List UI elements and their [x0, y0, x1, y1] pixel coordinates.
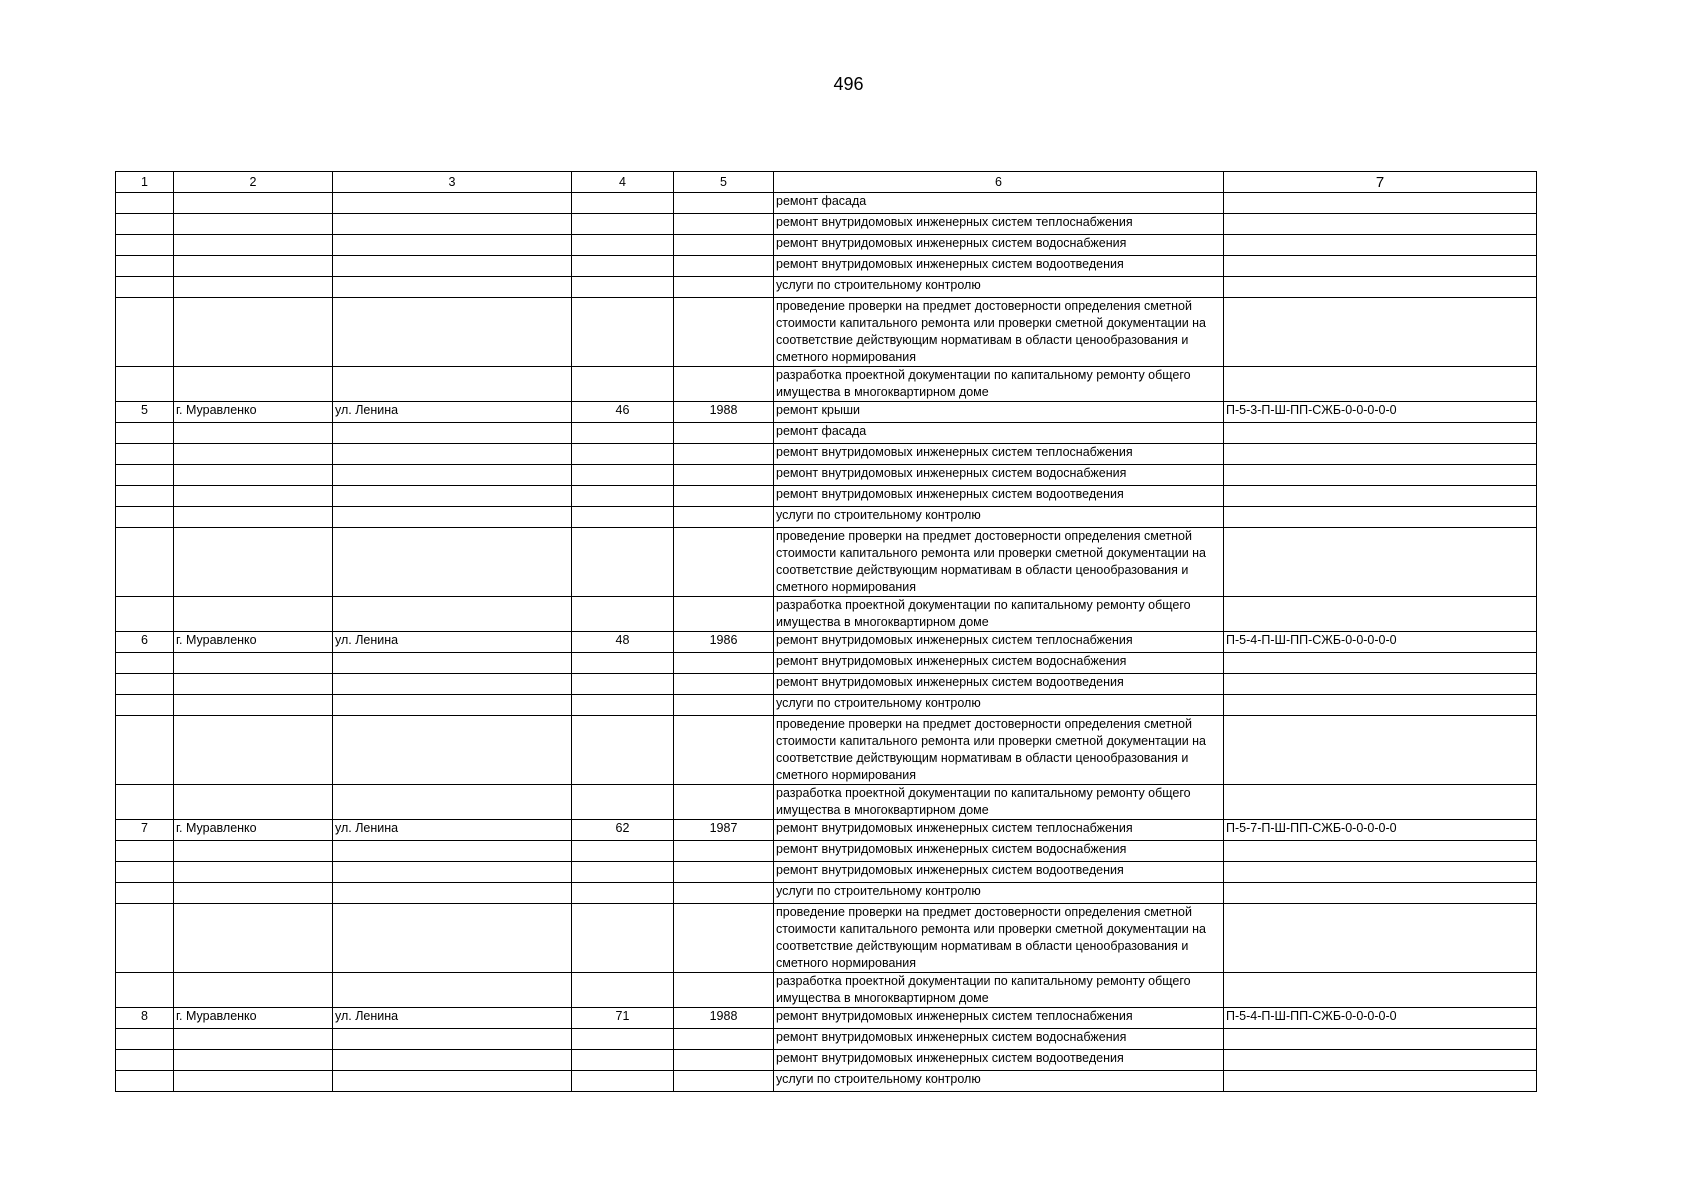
street-cell: [333, 904, 572, 973]
year-cell: [674, 883, 774, 904]
house-code-cell: [1224, 841, 1537, 862]
house-number-cell: 71: [572, 1008, 674, 1029]
table-row: [116, 1029, 1537, 1050]
work-type-cell: ремонт внутридомовых инженерных систем водоснабжения: [774, 235, 1224, 256]
table-row: [116, 883, 1537, 904]
street-cell: [333, 695, 572, 716]
street-cell: [333, 1029, 572, 1050]
city-cell: [174, 973, 333, 1008]
table-row: [116, 214, 1537, 235]
work-type-cell: разработка проектной документации по капитальному ремонту общего имущества в многоквартирном доме: [774, 785, 1224, 820]
table-row: [116, 528, 1537, 597]
year-cell: [674, 716, 774, 785]
year-cell: [674, 1029, 774, 1050]
house-code-cell: [1224, 674, 1537, 695]
house-code-cell: [1224, 507, 1537, 528]
table-row: [116, 841, 1537, 862]
street-cell: [333, 1071, 572, 1092]
header-col-3: 3: [333, 172, 572, 193]
year-cell: [674, 1071, 774, 1092]
house-code-cell: [1224, 235, 1537, 256]
street-cell: [333, 367, 572, 402]
row-number-cell: [116, 785, 174, 820]
street-cell: [333, 785, 572, 820]
work-type-cell: разработка проектной документации по капитальному ремонту общего имущества в многоквартирном доме: [774, 367, 1224, 402]
table-row: [116, 1050, 1537, 1071]
table-row: [116, 785, 1537, 820]
house-code-cell: [1224, 716, 1537, 785]
house-number-cell: [572, 1050, 674, 1071]
house-code-cell: [1224, 973, 1537, 1008]
city-cell: г. Муравленко: [174, 632, 333, 653]
table-row: [116, 695, 1537, 716]
year-cell: [674, 465, 774, 486]
house-number-cell: [572, 486, 674, 507]
house-code-cell: [1224, 1029, 1537, 1050]
city-cell: [174, 904, 333, 973]
house-number-cell: [572, 423, 674, 444]
house-code-cell: [1224, 862, 1537, 883]
house-code-cell: [1224, 256, 1537, 277]
table-row: [116, 486, 1537, 507]
street-cell: ул. Ленина: [333, 1008, 572, 1029]
house-number-cell: [572, 465, 674, 486]
work-type-cell: проведение проверки на предмет достоверности определения сметной стоимости капитального ремонта или проверки сметной документации на соответствие действующим нормативам в области ценообразования и сметного нормирования: [774, 528, 1224, 597]
works-table: [115, 171, 1537, 1092]
year-cell: [674, 841, 774, 862]
row-number-cell: [116, 973, 174, 1008]
street-cell: ул. Ленина: [333, 632, 572, 653]
house-number-cell: [572, 298, 674, 367]
work-type-cell: услуги по строительному контролю: [774, 883, 1224, 904]
header-col-4: 4: [572, 172, 674, 193]
work-type-cell: проведение проверки на предмет достоверности определения сметной стоимости капитального ремонта или проверки сметной документации на соответствие действующим нормативам в области ценообразования и сметного нормирования: [774, 716, 1224, 785]
house-number-cell: [572, 193, 674, 214]
city-cell: [174, 883, 333, 904]
city-cell: [174, 1029, 333, 1050]
house-number-cell: [572, 277, 674, 298]
house-code-cell: [1224, 904, 1537, 973]
work-type-cell: ремонт внутридомовых инженерных систем водоотведения: [774, 256, 1224, 277]
city-cell: [174, 716, 333, 785]
work-type-cell: ремонт внутридомовых инженерных систем водоснабжения: [774, 465, 1224, 486]
year-cell: [674, 214, 774, 235]
city-cell: [174, 465, 333, 486]
table-row: [116, 402, 1537, 423]
house-code-cell: [1224, 214, 1537, 235]
header-col-2: 2: [174, 172, 333, 193]
work-type-cell: ремонт внутридомовых инженерных систем теплоснабжения: [774, 820, 1224, 841]
year-cell: [674, 1050, 774, 1071]
row-number-cell: [116, 486, 174, 507]
city-cell: [174, 486, 333, 507]
city-cell: [174, 785, 333, 820]
house-code-cell: [1224, 465, 1537, 486]
year-cell: 1987: [674, 820, 774, 841]
header-col-6: 6: [774, 172, 1224, 193]
city-cell: [174, 298, 333, 367]
work-type-cell: ремонт внутридомовых инженерных систем водоснабжения: [774, 653, 1224, 674]
year-cell: [674, 528, 774, 597]
work-type-cell: ремонт внутридомовых инженерных систем теплоснабжения: [774, 214, 1224, 235]
city-cell: [174, 507, 333, 528]
house-number-cell: [572, 367, 674, 402]
year-cell: [674, 653, 774, 674]
page-number: 496: [833, 74, 864, 94]
row-number-cell: [116, 528, 174, 597]
house-number-cell: [572, 674, 674, 695]
year-cell: 1988: [674, 402, 774, 423]
year-cell: 1986: [674, 632, 774, 653]
city-cell: г. Муравленко: [174, 402, 333, 423]
street-cell: [333, 298, 572, 367]
work-type-cell: ремонт фасада: [774, 193, 1224, 214]
work-type-cell: услуги по строительному контролю: [774, 277, 1224, 298]
city-cell: г. Муравленко: [174, 820, 333, 841]
work-type-cell: ремонт фасада: [774, 423, 1224, 444]
table-row: [116, 597, 1537, 632]
city-cell: [174, 444, 333, 465]
row-number-cell: [116, 507, 174, 528]
street-cell: ул. Ленина: [333, 402, 572, 423]
house-number-cell: [572, 507, 674, 528]
work-type-cell: услуги по строительному контролю: [774, 1071, 1224, 1092]
row-number-cell: [116, 256, 174, 277]
city-cell: [174, 367, 333, 402]
house-code-cell: [1224, 883, 1537, 904]
table-row: [116, 674, 1537, 695]
street-cell: [333, 277, 572, 298]
city-cell: [174, 862, 333, 883]
row-number-cell: [116, 653, 174, 674]
work-type-cell: проведение проверки на предмет достоверности определения сметной стоимости капитального ремонта или проверки сметной документации на соответствие действующим нормативам в области ценообразования и сметного нормирования: [774, 904, 1224, 973]
year-cell: [674, 193, 774, 214]
row-number-cell: 6: [116, 632, 174, 653]
year-cell: [674, 298, 774, 367]
table-row: [116, 1071, 1537, 1092]
year-cell: [674, 486, 774, 507]
header-col-1: 1: [116, 172, 174, 193]
row-number-cell: [116, 904, 174, 973]
house-number-cell: [572, 883, 674, 904]
street-cell: ул. Ленина: [333, 820, 572, 841]
street-cell: [333, 214, 572, 235]
city-cell: [174, 597, 333, 632]
street-cell: [333, 256, 572, 277]
house-code-cell: [1224, 486, 1537, 507]
table-row: [116, 507, 1537, 528]
house-code-cell: [1224, 597, 1537, 632]
row-number-cell: [116, 444, 174, 465]
house-code-cell: П-5-7-П-Ш-ПП-СЖБ-0-0-0-0-0: [1224, 820, 1537, 841]
table-row: [116, 444, 1537, 465]
work-type-cell: разработка проектной документации по капитальному ремонту общего имущества в многоквартирном доме: [774, 973, 1224, 1008]
row-number-cell: [116, 367, 174, 402]
city-cell: [174, 528, 333, 597]
city-cell: [174, 235, 333, 256]
table-row: [116, 904, 1537, 973]
year-cell: [674, 256, 774, 277]
house-code-cell: [1224, 785, 1537, 820]
table-row: [116, 653, 1537, 674]
street-cell: [333, 653, 572, 674]
city-cell: [174, 277, 333, 298]
house-number-cell: [572, 256, 674, 277]
work-type-cell: ремонт внутридомовых инженерных систем теплоснабжения: [774, 1008, 1224, 1029]
house-code-cell: [1224, 528, 1537, 597]
work-type-cell: ремонт внутридомовых инженерных систем водоотведения: [774, 1050, 1224, 1071]
city-cell: [174, 1071, 333, 1092]
year-cell: [674, 235, 774, 256]
house-number-cell: [572, 214, 674, 235]
house-code-cell: [1224, 298, 1537, 367]
row-number-cell: 5: [116, 402, 174, 423]
street-cell: [333, 486, 572, 507]
work-type-cell: ремонт внутридомовых инженерных систем водоотведения: [774, 486, 1224, 507]
year-cell: [674, 277, 774, 298]
work-type-cell: ремонт внутридомовых инженерных систем водоотведения: [774, 862, 1224, 883]
street-cell: [333, 862, 572, 883]
table-body: [116, 172, 1537, 1092]
row-number-cell: 8: [116, 1008, 174, 1029]
house-number-cell: [572, 597, 674, 632]
row-number-cell: [116, 277, 174, 298]
year-cell: [674, 674, 774, 695]
street-cell: [333, 597, 572, 632]
city-cell: [174, 193, 333, 214]
house-code-cell: [1224, 1071, 1537, 1092]
house-code-cell: [1224, 277, 1537, 298]
row-number-cell: [116, 423, 174, 444]
work-type-cell: ремонт внутридомовых инженерных систем водоснабжения: [774, 841, 1224, 862]
row-number-cell: [116, 597, 174, 632]
city-cell: [174, 1050, 333, 1071]
house-number-cell: [572, 785, 674, 820]
table-row: [116, 820, 1537, 841]
city-cell: [174, 653, 333, 674]
street-cell: [333, 465, 572, 486]
city-cell: [174, 423, 333, 444]
street-cell: [333, 883, 572, 904]
work-type-cell: ремонт внутридомовых инженерных систем теплоснабжения: [774, 444, 1224, 465]
table-row: [116, 367, 1537, 402]
house-number-cell: [572, 716, 674, 785]
street-cell: [333, 528, 572, 597]
work-type-cell: разработка проектной документации по капитальному ремонту общего имущества в многоквартирном доме: [774, 597, 1224, 632]
table-row: [116, 235, 1537, 256]
street-cell: [333, 1050, 572, 1071]
house-code-cell: [1224, 695, 1537, 716]
year-cell: [674, 973, 774, 1008]
street-cell: [333, 235, 572, 256]
street-cell: [333, 193, 572, 214]
row-number-cell: [116, 214, 174, 235]
house-number-cell: [572, 235, 674, 256]
header-col-7: 7: [1224, 172, 1537, 193]
house-code-cell: [1224, 423, 1537, 444]
header-col-5: 5: [674, 172, 774, 193]
work-type-cell: ремонт внутридомовых инженерных систем теплоснабжения: [774, 632, 1224, 653]
street-cell: [333, 444, 572, 465]
year-cell: 1988: [674, 1008, 774, 1029]
city-cell: [174, 214, 333, 235]
row-number-cell: [116, 883, 174, 904]
table-row: [116, 277, 1537, 298]
year-cell: [674, 507, 774, 528]
row-number-cell: [116, 193, 174, 214]
year-cell: [674, 423, 774, 444]
house-number-cell: 48: [572, 632, 674, 653]
row-number-cell: [116, 674, 174, 695]
year-cell: [674, 862, 774, 883]
house-number-cell: 62: [572, 820, 674, 841]
table-row: [116, 862, 1537, 883]
city-cell: [174, 674, 333, 695]
row-number-cell: [116, 862, 174, 883]
table-row: [116, 193, 1537, 214]
year-cell: [674, 904, 774, 973]
city-cell: г. Муравленко: [174, 1008, 333, 1029]
street-cell: [333, 423, 572, 444]
table-row: [116, 716, 1537, 785]
house-code-cell: П-5-4-П-Ш-ПП-СЖБ-0-0-0-0-0: [1224, 1008, 1537, 1029]
street-cell: [333, 716, 572, 785]
year-cell: [674, 444, 774, 465]
house-number-cell: [572, 1029, 674, 1050]
row-number-cell: [116, 841, 174, 862]
table-row: [116, 632, 1537, 653]
street-cell: [333, 507, 572, 528]
year-cell: [674, 597, 774, 632]
street-cell: [333, 973, 572, 1008]
house-number-cell: [572, 528, 674, 597]
row-number-cell: [116, 465, 174, 486]
city-cell: [174, 256, 333, 277]
table-row: [116, 465, 1537, 486]
year-cell: [674, 367, 774, 402]
house-number-cell: [572, 973, 674, 1008]
house-number-cell: [572, 695, 674, 716]
city-cell: [174, 841, 333, 862]
city-cell: [174, 695, 333, 716]
work-type-cell: услуги по строительному контролю: [774, 507, 1224, 528]
house-number-cell: 46: [572, 402, 674, 423]
house-code-cell: [1224, 653, 1537, 674]
house-code-cell: П-5-4-П-Ш-ПП-СЖБ-0-0-0-0-0: [1224, 632, 1537, 653]
street-cell: [333, 841, 572, 862]
work-type-cell: ремонт внутридомовых инженерных систем водоотведения: [774, 674, 1224, 695]
house-number-cell: [572, 444, 674, 465]
year-cell: [674, 695, 774, 716]
work-type-cell: услуги по строительному контролю: [774, 695, 1224, 716]
year-cell: [674, 785, 774, 820]
house-number-cell: [572, 862, 674, 883]
house-number-cell: [572, 1071, 674, 1092]
table-row: [116, 1008, 1537, 1029]
table-header-row: [116, 172, 1537, 193]
house-code-cell: [1224, 444, 1537, 465]
house-code-cell: [1224, 1050, 1537, 1071]
house-number-cell: [572, 904, 674, 973]
row-number-cell: [116, 1050, 174, 1071]
row-number-cell: [116, 716, 174, 785]
work-type-cell: ремонт крыши: [774, 402, 1224, 423]
table-row: [116, 973, 1537, 1008]
row-number-cell: [116, 1029, 174, 1050]
table-row: [116, 298, 1537, 367]
row-number-cell: [116, 695, 174, 716]
row-number-cell: [116, 235, 174, 256]
work-type-cell: проведение проверки на предмет достоверности определения сметной стоимости капитального ремонта или проверки сметной документации на соответствие действующим нормативам в области ценообразования и сметного нормирования: [774, 298, 1224, 367]
row-number-cell: 7: [116, 820, 174, 841]
row-number-cell: [116, 298, 174, 367]
street-cell: [333, 674, 572, 695]
house-number-cell: [572, 653, 674, 674]
house-code-cell: П-5-3-П-Ш-ПП-СЖБ-0-0-0-0-0: [1224, 402, 1537, 423]
work-type-cell: ремонт внутридомовых инженерных систем водоснабжения: [774, 1029, 1224, 1050]
table-row: [116, 256, 1537, 277]
table-row: [116, 423, 1537, 444]
house-number-cell: [572, 841, 674, 862]
house-code-cell: [1224, 193, 1537, 214]
row-number-cell: [116, 1071, 174, 1092]
house-code-cell: [1224, 367, 1537, 402]
